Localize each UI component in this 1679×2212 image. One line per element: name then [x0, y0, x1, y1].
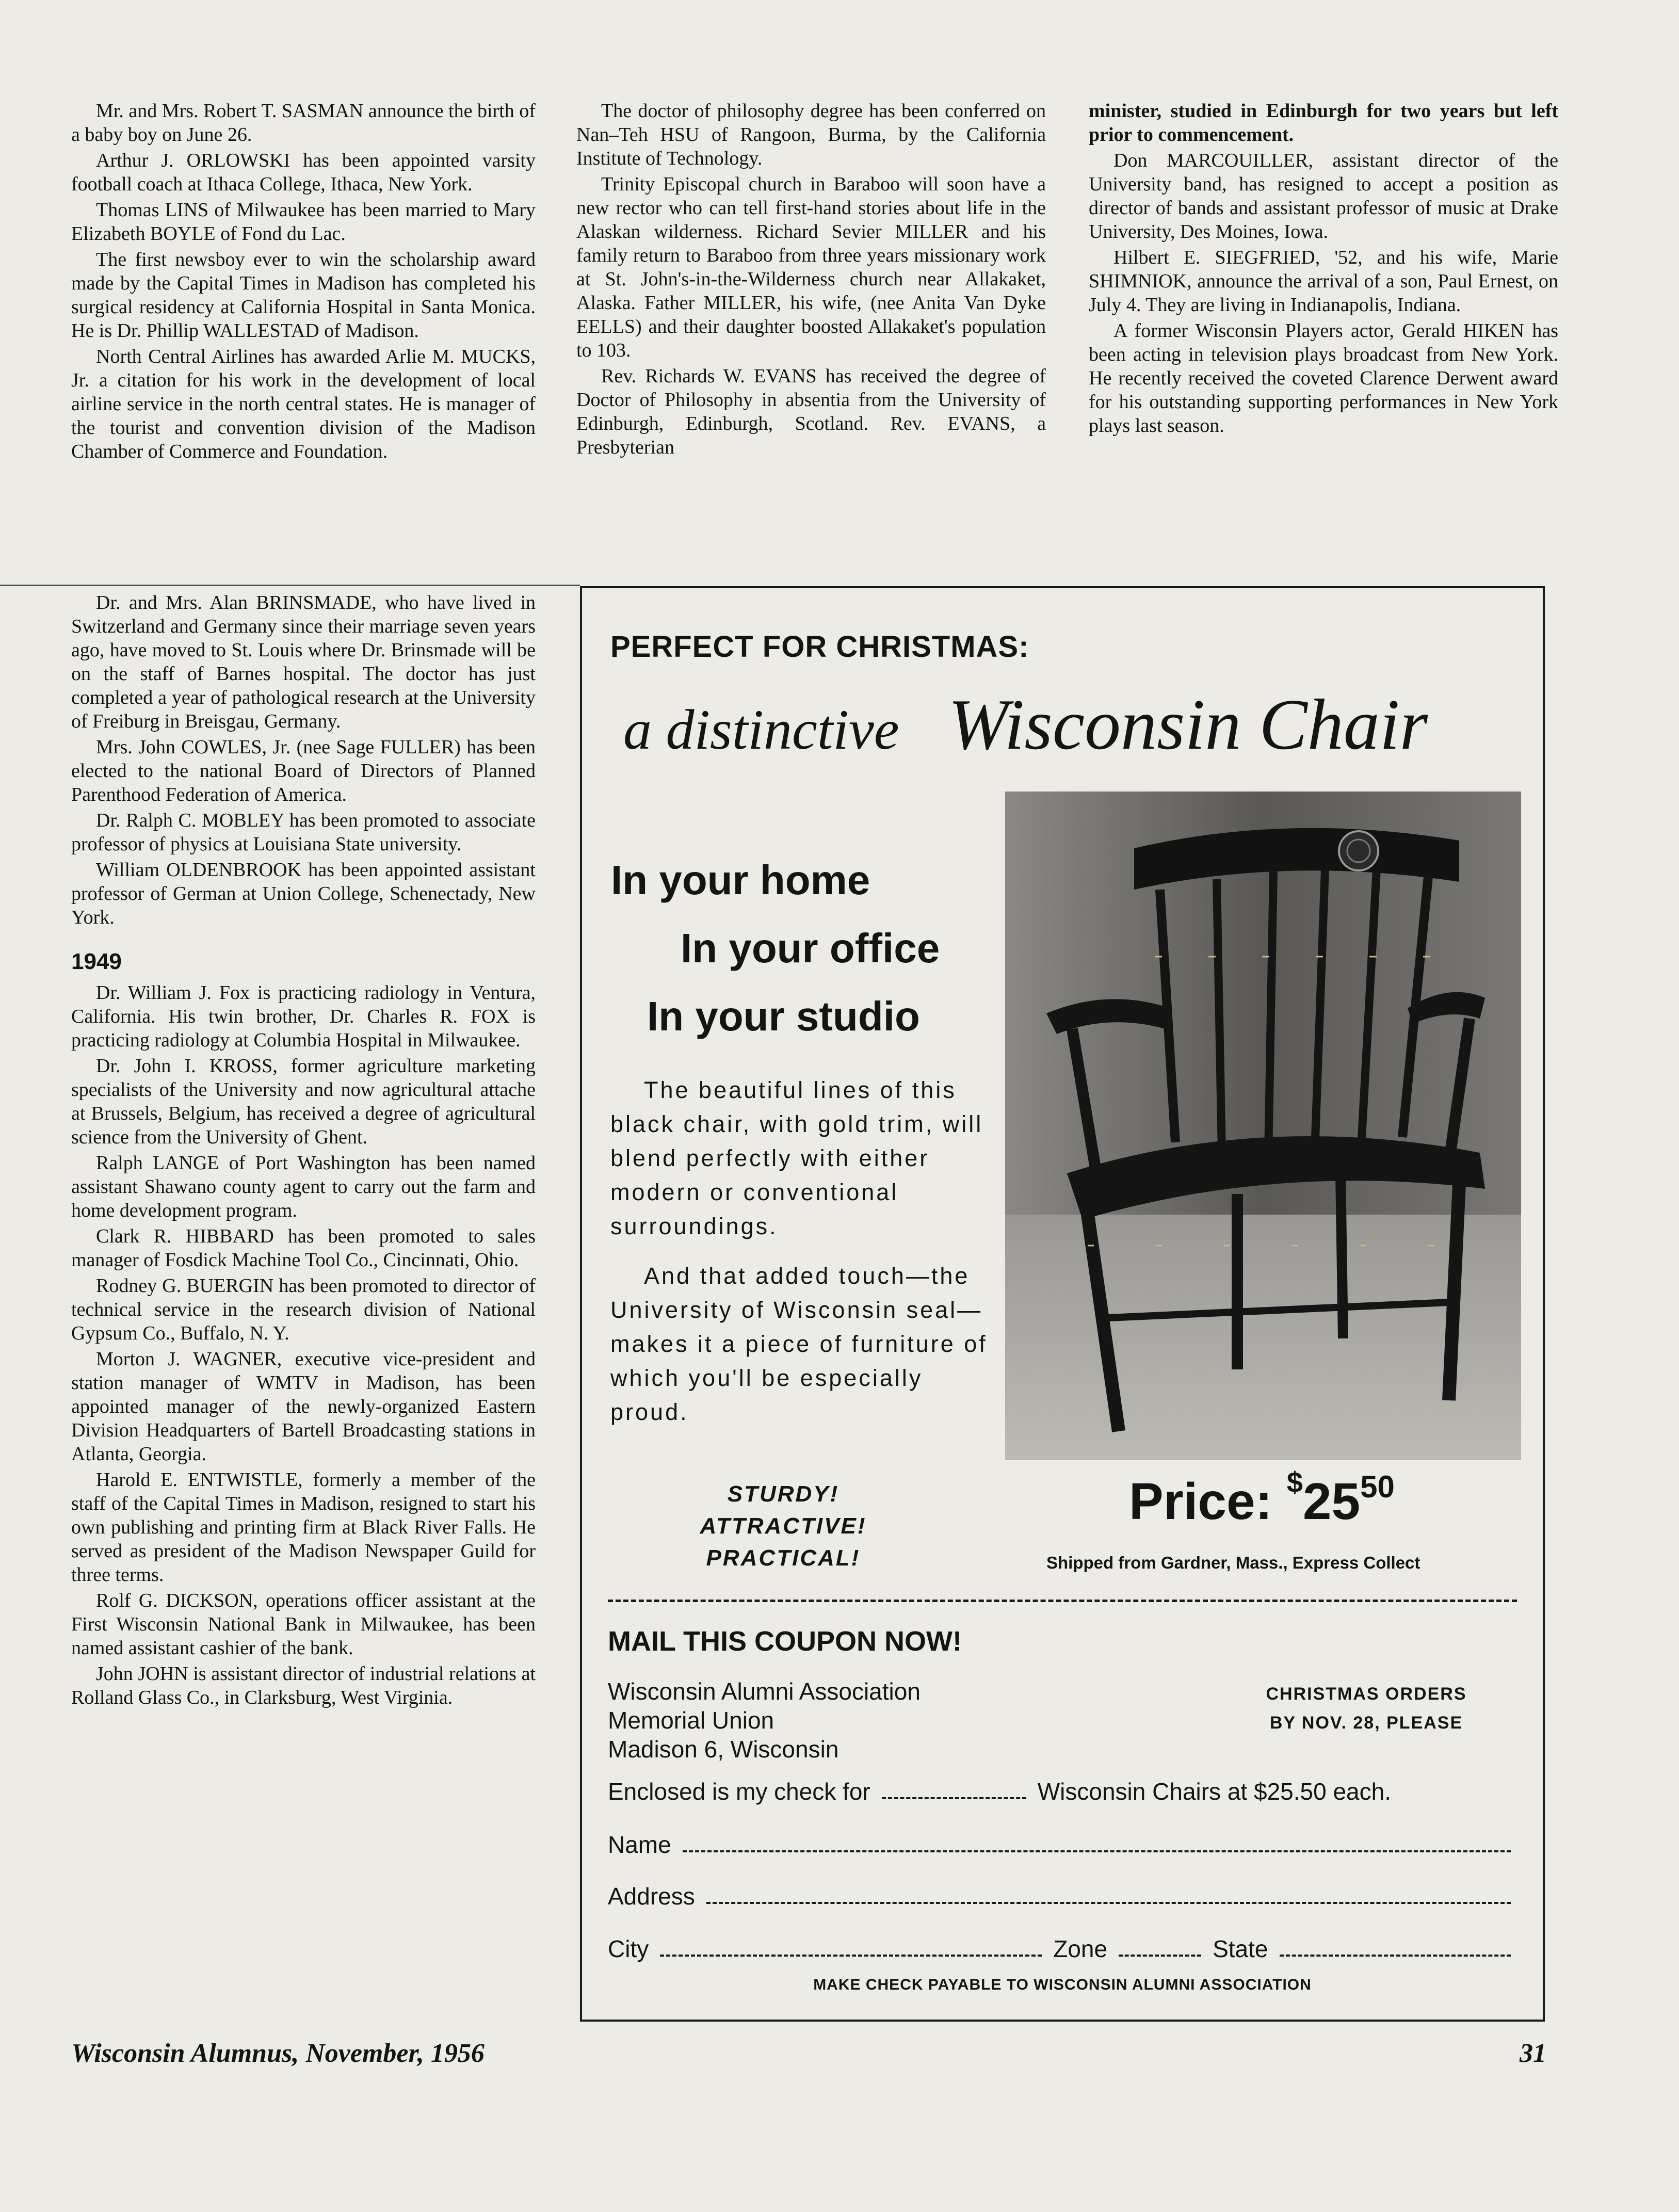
quantity-field[interactable] [882, 1797, 1026, 1799]
news-item: A former Wisconsin Players actor, Gerald HIKEN has been acting in television plays broadcast from New York. He recently received the coveted Clarence Derwent award for his outstanding supporting performances in New York plays last season. [1089, 320, 1558, 437]
ad-uses-list [611, 846, 940, 1051]
city-row [608, 1935, 1517, 1963]
ad-slogan-line: STURDY! ATTRACTIVE! [700, 1481, 867, 1539]
news-item: North Central Airlines has awarded Arlie M. MUCKS, Jr. a citation for his work in the development of local airline service in the north central states. He is manager of the tourist and convention division of the Madison Chamber of Commerce and Foundation. [71, 346, 536, 462]
address-line: Wisconsin Alumni Association [608, 1678, 921, 1705]
chair-advertisement [580, 586, 1545, 2022]
address-label: Address [608, 1883, 695, 1910]
news-item: Thomas LINS of Milwaukee has been married to Mary Elizabeth BOYLE of Fond du Lac. [71, 199, 536, 245]
price-whole: 25 [1302, 1473, 1361, 1530]
ad-title-prefix: a distinctive [623, 698, 899, 761]
news-item: Mrs. John COWLES, Jr. (nee Sage FULLER) has been elected to the national Board of Directors of Planned Parenthood Federation of America. [71, 736, 536, 805]
ad-title-main: Wisconsin Chair [948, 685, 1428, 765]
ad-description: The beautiful lines of this black chair, with gold trim, will blend perfectly with either modern or conventional surroundings. [610, 1077, 983, 1239]
news-item: Dr. Ralph C. MOBLEY has been promoted to associate professor of physics at Louisiana State university. [71, 810, 536, 855]
year-heading: 1949 [71, 949, 122, 974]
chair-illustration [1005, 792, 1521, 1460]
column-1-top [71, 99, 536, 465]
page-number: 31 [1520, 2039, 1546, 2068]
news-item: Dr. John I. KROSS, former agriculture marketing specialists of the University and now agricultural attache at Brussels, Belgium, has received a degree of agricultural science from the University of Ghent. [71, 1055, 536, 1148]
news-item: The first newsboy ever to win the scholarship award made by the Capital Times in Madison has completed his surgical residency at California Hospital in Santa Monica. He is Dr. Phillip WALLESTAD of Madison. [71, 249, 536, 342]
news-item: Rev. Richards W. EVANS has received the degree of Doctor of Philosophy in absentia from the University of Edinburgh, Edinburgh, Scotland. Rev. EVANS, a Presbyterian [576, 365, 1046, 458]
news-item: Dr. William J. Fox is practicing radiology in Ventura, California. His twin brother, Dr. Charles R. FOX is practicing radiology at Columbia Hospital in Milwaukee. [71, 982, 536, 1051]
news-item: Harold E. ENTWISTLE, formerly a member of the staff of the Capital Times in Madison, resigned to start his own publishing and printing firm at Black River Falls. He served as president of the Madison Newspaper Guild for three terms. [71, 1469, 536, 1586]
price-cents: 50 [1360, 1470, 1395, 1504]
ad-use-item: In your office [681, 925, 940, 971]
name-label: Name [608, 1831, 671, 1858]
zone-label: Zone [1053, 1935, 1108, 1962]
price-label: Price: [1129, 1473, 1272, 1530]
ad-use-item: In your studio [647, 993, 920, 1039]
news-item: John JOHN is assistant director of industrial relations at Rolland Glass Co., in Clarksburg, West Virginia. [71, 1663, 536, 1708]
name-field[interactable] [683, 1850, 1511, 1852]
payable-note: MAKE CHECK PAYABLE TO WISCONSIN ALUMNI ASSOCIATION [813, 1976, 1312, 1993]
news-item: Dr. and Mrs. Alan BRINSMADE, who have lived in Switzerland and Germany since their marriage seven years ago, have moved to St. Louis where Dr. Brinsmade will be on the staff of Barnes hospital. The doctor has just completed a year of pathological research at the University of Freiburg in Breisgau, Germany. [71, 592, 536, 732]
column-1-bottom [71, 591, 536, 1712]
news-item: Hilbert E. SIEGFRIED, '52, and his wife, Marie SHIMNIOK, announce the arrival of a son, Paul Ernest, on July 4. They are living in Indianapolis, Indiana. [1089, 247, 1558, 316]
deadline-line: BY NOV. 28, PLEASE [1269, 1713, 1463, 1733]
news-item: Rolf G. DICKSON, operations officer assistant at the First Wisconsin National Bank in Milwaukee, has been named assistant cashier of the bank. [71, 1590, 536, 1659]
publication-footer: Wisconsin Alumnus, November, 1956 [71, 2039, 485, 2068]
coupon-address [608, 1677, 921, 1764]
state-label: State [1213, 1935, 1268, 1962]
column-3 [1089, 99, 1558, 440]
address-field[interactable] [706, 1902, 1511, 1904]
city-label: City [608, 1935, 649, 1962]
ad-slogan [649, 1478, 917, 1574]
quantity-row [608, 1778, 1517, 1805]
news-item: Don MARCOUILLER, assistant director of the University band, has resigned to accept a position as director of bands and assistant professor of music at Drake University, Des Moines, Iowa. [1089, 150, 1558, 243]
zone-field[interactable] [1119, 1955, 1201, 1957]
chair-photo [1005, 792, 1521, 1460]
deadline-line: CHRISTMAS ORDERS [1266, 1684, 1467, 1704]
coupon-cut-line [608, 1600, 1517, 1602]
ad-title [623, 681, 1531, 773]
news-item: Mr. and Mrs. Robert T. SASMAN announce the birth of a baby boy on June 26. [71, 100, 536, 146]
address-row [608, 1882, 1517, 1910]
news-item-continued: minister, studied in Edinburgh for two years but left prior to commencement. [1089, 100, 1558, 146]
news-item: Morton J. WAGNER, executive vice-president and station manager of WMTV in Madison, has been appointed manager of the newly-organized Eastern Division Headquarters of Bartell Broadcasting stations in Atlanta, Georgia. [71, 1348, 536, 1465]
address-line: Memorial Union [608, 1707, 774, 1734]
column-2 [576, 99, 1046, 461]
city-field[interactable] [660, 1955, 1042, 1957]
ad-seal-description: And that added touch—the University of Wisconsin seal—makes it a piece of furniture of which you'll be especially proud. [610, 1263, 988, 1425]
ad-headline: PERFECT FOR CHRISTMAS: [610, 630, 1029, 664]
news-item: Arthur J. ORLOWSKI has been appointed varsity football coach at Ithaca College, Ithaca, New York. [71, 150, 536, 195]
shipping-note: Shipped from Gardner, Mass., Express Collect [1046, 1553, 1420, 1572]
ad-use-item: In your home [611, 857, 870, 903]
news-item: William OLDENBROOK has been appointed assistant professor of German at Union College, Schenectady, New York. [71, 859, 536, 928]
news-item: Rodney G. BUERGIN has been promoted to director of technical service in the research division of National Gypsum Co., Buffalo, N. Y. [71, 1275, 536, 1344]
name-row [608, 1831, 1517, 1859]
enclosed-suffix: Wisconsin Chairs at $25.50 each. [1037, 1778, 1391, 1805]
news-item: Clark R. HIBBARD has been promoted to sales manager of Fosdick Machine Tool Co., Cincinnati, Ohio. [71, 1225, 536, 1271]
christmas-deadline [1242, 1680, 1490, 1737]
news-item: Trinity Episcopal church in Baraboo will soon have a new rector who can tell first-hand stories about life in the Alaskan wilderness. Richard Sevier MILLER and his family return to Baraboo from three years missionary work at St. John's-in-the-Wilderness church near Allakaket, Alaska. Father MILLER, his wife, (nee Anita Van Dyke EELLS) and their daughter boosted Allakaket's population to 103. [576, 173, 1046, 361]
news-item: Ralph LANGE of Port Washington has been named assistant Shawano county agent to carry out the farm and home development program. [71, 1152, 536, 1221]
enclosed-label: Enclosed is my check for [608, 1778, 870, 1805]
address-line: Madison 6, Wisconsin [608, 1736, 839, 1763]
price [1129, 1465, 1395, 1531]
price-dollar-sign: $ [1286, 1466, 1303, 1498]
news-item: The doctor of philosophy degree has been conferred on Nan–Teh HSU of Rangoon, Burma, by the California Institute of Technology. [576, 100, 1046, 169]
coupon-heading: MAIL THIS COUPON NOW! [608, 1626, 962, 1657]
state-field[interactable] [1280, 1955, 1511, 1957]
ad-top-rule [0, 585, 580, 586]
ad-slogan-line: PRACTICAL! [706, 1545, 861, 1571]
